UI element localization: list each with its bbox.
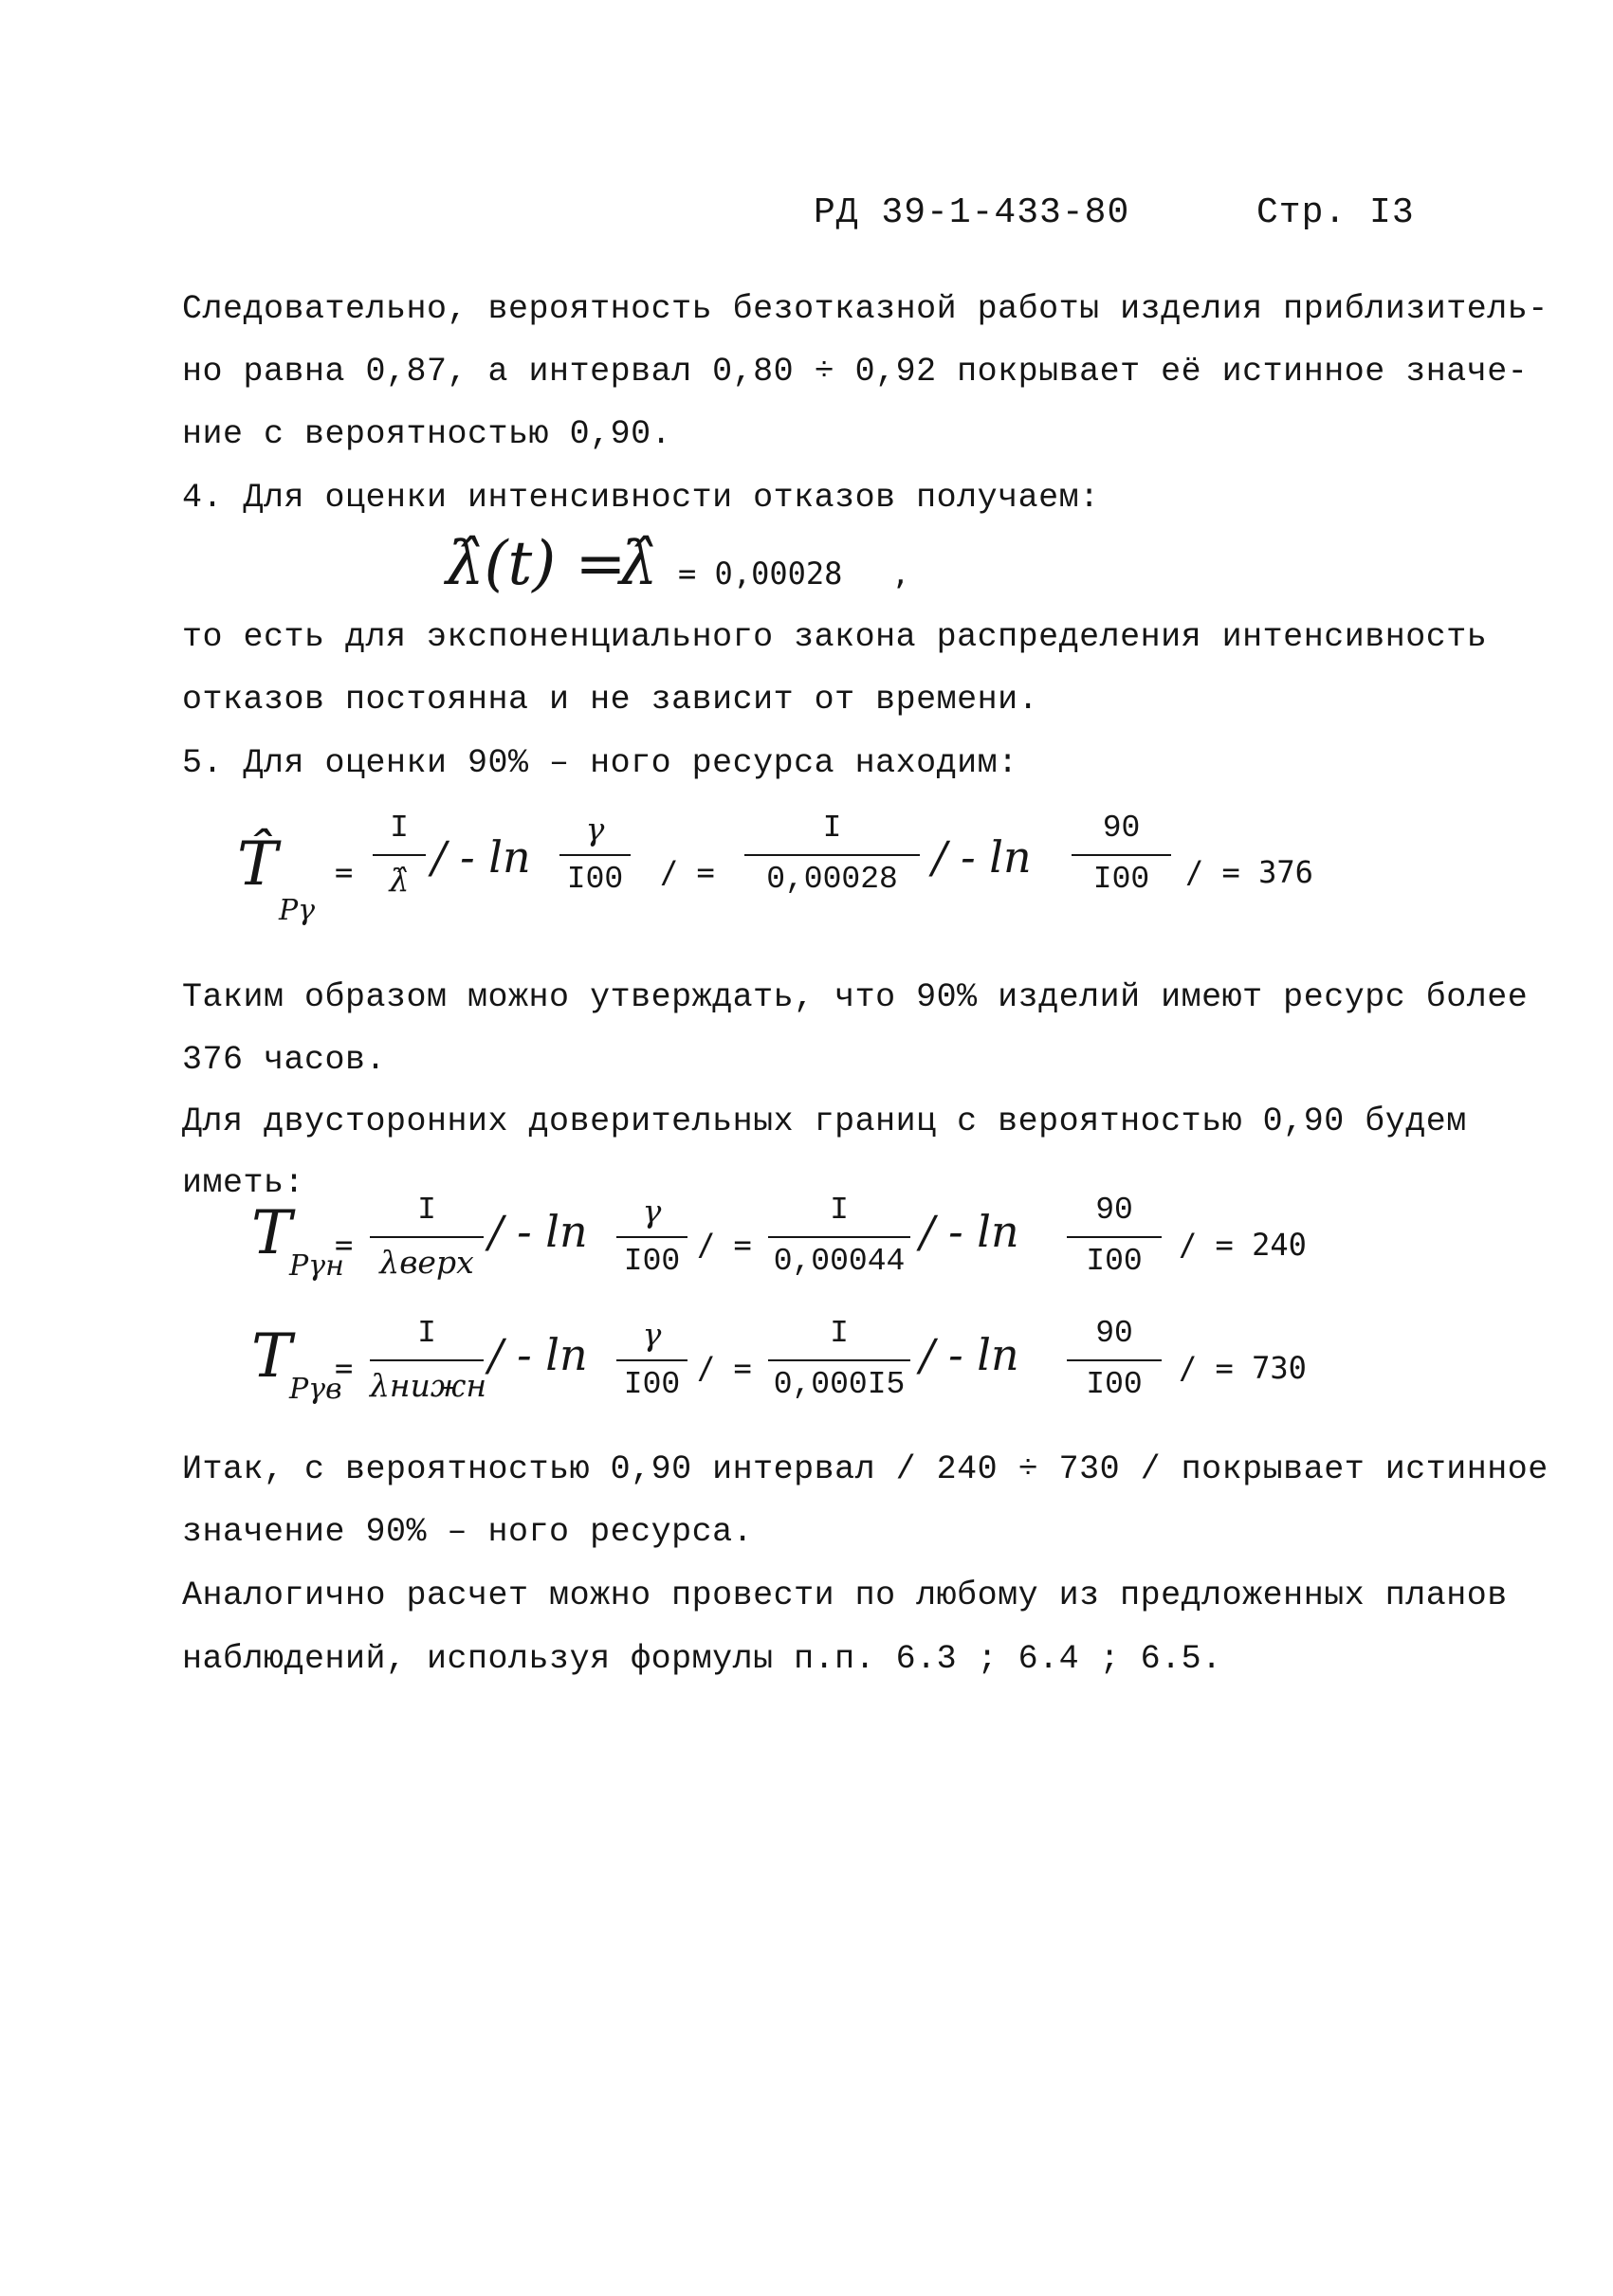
fraction-denominator: I00 bbox=[1086, 1367, 1143, 1402]
fraction-numerator: I bbox=[417, 1193, 436, 1228]
formula-ln: / - ln bbox=[920, 1206, 1019, 1257]
fraction-numerator: γ bbox=[642, 1193, 662, 1230]
fraction bbox=[559, 811, 631, 897]
formula-equals: = bbox=[335, 1227, 354, 1263]
formula-ln: / - ln bbox=[920, 1329, 1019, 1380]
paragraph-line: 376 часов. bbox=[182, 1041, 387, 1079]
paragraph-line: 5. Для оценки 90% – ного ресурса находим: bbox=[182, 744, 1018, 782]
fraction-denominator: λверх bbox=[379, 1244, 474, 1281]
formula-equals: = bbox=[335, 854, 354, 890]
fraction bbox=[1067, 1193, 1162, 1279]
paragraph-line: 4. Для оценки интенсивности отказов получаем: bbox=[182, 479, 1100, 517]
paragraph-line: то есть для экспоненциального закона распределения интенсивность bbox=[182, 618, 1488, 656]
paragraph-line: Таким образом можно утверждать, что 90% изделий имеют ресурс более bbox=[182, 978, 1529, 1016]
fraction-numerator: I bbox=[830, 1193, 849, 1228]
paragraph-line: наблюдений, используя формулы п.п. 6.3 ; 6.4 ; 6.5. bbox=[182, 1640, 1222, 1678]
fraction-numerator: 90 bbox=[1095, 1193, 1133, 1228]
fraction-denominator: 0,000I5 bbox=[773, 1367, 906, 1402]
fraction bbox=[1072, 811, 1171, 897]
formula-comma: , bbox=[891, 556, 910, 592]
fraction bbox=[616, 1316, 687, 1402]
formula-ln: / - ln bbox=[932, 831, 1032, 883]
paragraph-line: Аналогично расчет можно провести по любому из предложенных планов bbox=[182, 1576, 1508, 1614]
formula-equals: / = bbox=[697, 1350, 752, 1386]
fraction-bar bbox=[559, 854, 631, 856]
fraction-denominator: λнижн bbox=[370, 1367, 487, 1404]
fraction bbox=[744, 811, 920, 897]
fraction-denominator: λ̂ bbox=[389, 862, 410, 899]
fraction bbox=[768, 1316, 910, 1402]
formula-ln: / - ln bbox=[488, 1206, 588, 1257]
fraction-bar bbox=[373, 854, 426, 856]
fraction-denominator: I00 bbox=[623, 1367, 681, 1402]
fraction bbox=[373, 811, 426, 899]
formula-lhs: T bbox=[251, 1321, 292, 1392]
formula-lhs: T bbox=[251, 1198, 292, 1268]
formula-lambda-hat: λ̂ bbox=[619, 529, 658, 599]
paragraph-line: Итак, с вероятностью 0,90 интервал / 240 ÷ 730 / покрывает истинное bbox=[182, 1450, 1549, 1488]
fraction-numerator: 90 bbox=[1095, 1316, 1133, 1351]
fraction-bar bbox=[768, 1236, 910, 1238]
formula-subscript: Pγв bbox=[289, 1373, 342, 1406]
fraction-bar bbox=[1067, 1359, 1162, 1361]
formula-equals: / = bbox=[660, 854, 715, 890]
fraction-bar bbox=[616, 1236, 687, 1238]
fraction-bar bbox=[1072, 854, 1171, 856]
formula-ln: / - ln bbox=[488, 1329, 588, 1380]
fraction-bar bbox=[744, 854, 920, 856]
formula-lhs: λ̂(t) = bbox=[446, 529, 627, 599]
formula-upper-bound bbox=[251, 1316, 1342, 1430]
formula-equals: / = bbox=[697, 1227, 752, 1263]
formula-equals: = bbox=[335, 1350, 354, 1386]
fraction bbox=[370, 1193, 484, 1281]
paragraph-line: значение 90% – ного ресурса. bbox=[182, 1513, 754, 1551]
paragraph-line: иметь: bbox=[182, 1164, 305, 1202]
formula-lhs: T̂ bbox=[237, 829, 278, 900]
paragraph-line: отказов постоянна и не зависит от времени. bbox=[182, 681, 1039, 719]
fraction-numerator: 90 bbox=[1102, 811, 1141, 846]
fraction-bar bbox=[768, 1359, 910, 1361]
fraction-numerator: γ bbox=[642, 1316, 662, 1353]
formula-result: / = 376 bbox=[1185, 854, 1313, 890]
fraction-denominator: 0,00044 bbox=[773, 1244, 906, 1279]
fraction bbox=[768, 1193, 910, 1279]
formula-result: / = 240 bbox=[1179, 1227, 1307, 1263]
paragraph-line: Для двусторонних доверительных границ с вероятностью 0,90 будем bbox=[182, 1102, 1467, 1140]
formula-value: = 0,00028 bbox=[678, 556, 843, 592]
fraction-denominator: I00 bbox=[623, 1244, 681, 1279]
fraction-denominator: 0,00028 bbox=[766, 862, 898, 897]
document-code: РД 39-1-433-80 bbox=[814, 192, 1130, 233]
fraction-bar bbox=[370, 1236, 484, 1238]
formula-subscript: Pγн bbox=[289, 1249, 344, 1283]
formula-ln: / - ln bbox=[431, 831, 531, 883]
paragraph-line: но равна 0,87, а интервал 0,80 ÷ 0,92 покрывает её истинное значе- bbox=[182, 353, 1529, 391]
fraction-denominator: I00 bbox=[1086, 1244, 1143, 1279]
paragraph-line: Следовательно, вероятность безотказной работы изделия приблизитель- bbox=[182, 290, 1549, 328]
fraction-bar bbox=[1067, 1236, 1162, 1238]
formula-subscript: Pγ bbox=[279, 894, 316, 927]
fraction-bar bbox=[370, 1359, 484, 1361]
formula-result: / = 730 bbox=[1179, 1350, 1307, 1386]
paragraph-line: ние с вероятностью 0,90. bbox=[182, 415, 672, 453]
fraction-numerator: I bbox=[822, 811, 842, 846]
fraction-numerator: I bbox=[390, 811, 409, 846]
fraction-denominator: I00 bbox=[566, 862, 624, 897]
formula-lower-bound bbox=[251, 1193, 1342, 1306]
fraction bbox=[1067, 1316, 1162, 1402]
page-number: Стр. I3 bbox=[1256, 192, 1415, 233]
fraction-numerator: I bbox=[830, 1316, 849, 1351]
fraction bbox=[616, 1193, 687, 1279]
formula-resource-estimate bbox=[237, 811, 1328, 953]
fraction-numerator: γ bbox=[585, 811, 605, 847]
fraction-numerator: I bbox=[417, 1316, 436, 1351]
fraction-bar bbox=[616, 1359, 687, 1361]
fraction bbox=[370, 1316, 487, 1404]
fraction-denominator: I00 bbox=[1092, 862, 1150, 897]
